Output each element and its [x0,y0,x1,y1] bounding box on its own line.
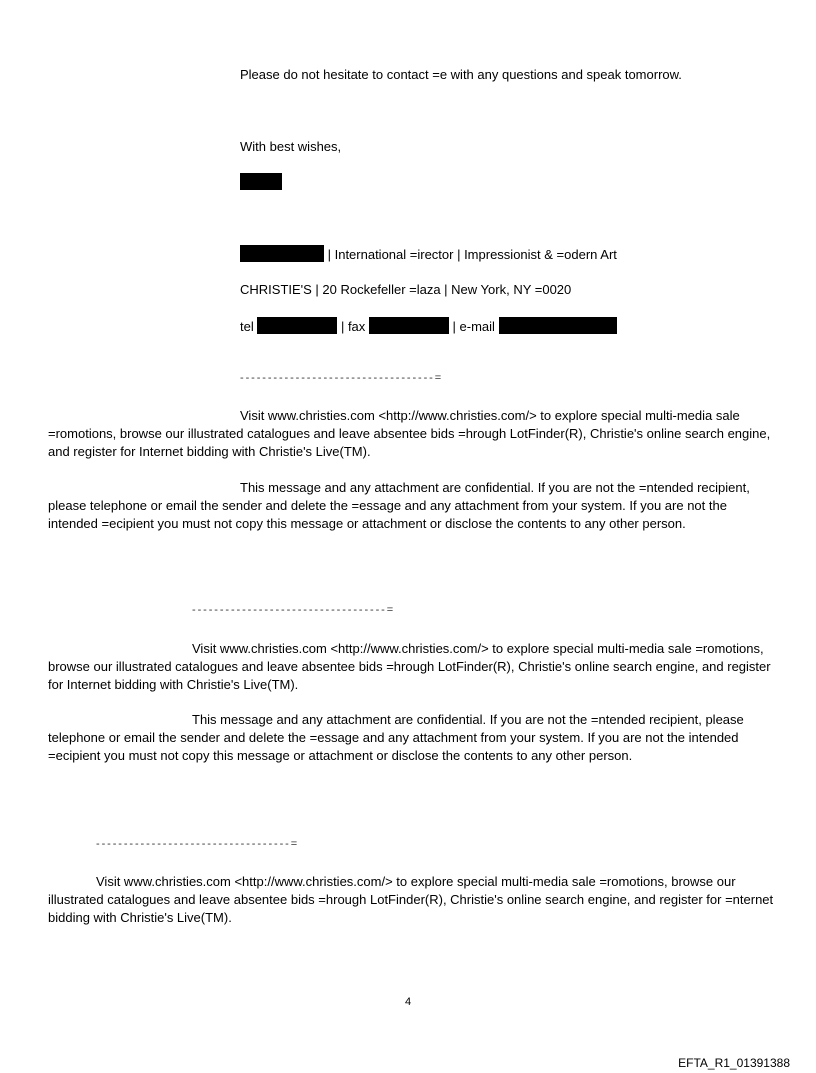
redacted-email [499,317,617,334]
promo-paragraph-2: Visit www.christies.com <http://www.christies.com/> to explore special multi-media sale =romotions, browse our illustrated catalogues and leave absentee bids =hrough LotFinder(R), Christie's online search engine, and register for Internet bidding with Christie's Live(TM). [48,641,771,692]
closing-request: Please do not hesitate to contact =e with any questions and speak tomorrow. [240,67,682,82]
redacted-signature-name [240,173,282,190]
separator-3: -----------------------------------= [96,838,300,850]
redacted-tel [257,317,337,334]
redacted-name [240,245,324,262]
signature-title-line [240,245,617,264]
promo-paragraph-3: Visit www.christies.com <http://www.christies.com/> to explore special multi-media sale =romotions, browse our illustrated catalogues and leave absentee bids =hrough LotFinder(R), Christie's online search engine, and register for =nternet bidding with Christie's Live(TM). [48,874,774,925]
signature-address-line: CHRISTIE'S | 20 Rockefeller =laza | New York, NY =0020 [240,282,572,297]
disclaimer-paragraph-2: This message and any attachment are confidential. If you are not the =ntended recipient, please telephone or email the sender and delete the =essage and any attachment from your system. If you are not the intended =ecipient you must not copy this message or attachment or disclose the contents to any other person. [48,712,744,763]
fax-label: | fax [337,319,369,334]
document-id: EFTA_R1_01391388 [678,1056,790,1070]
redacted-fax [369,317,449,334]
email-label: | e-mail [448,319,499,334]
promo-paragraph-1: Visit www.christies.com <http://www.christies.com/> to explore special multi-media sale =romotions, browse our illustrated catalogues and leave absentee bids =hrough LotFinder(R), Christie's online search engine, and register for Internet bidding with Christie's Live(TM). [48,408,771,459]
separator-1: -----------------------------------= [240,372,444,384]
tel-label: tel [240,319,258,334]
signature-contact-line [240,317,617,336]
page-number: 4 [404,996,412,1008]
signoff: With best wishes, [240,139,342,154]
title-text: | International =irector | Impressionist & =odern Art [324,247,617,262]
separator-2: -----------------------------------= [192,604,396,616]
disclaimer-paragraph-1: This message and any attachment are confidential. If you are not the =ntended recipient, please telephone or email the sender and delete the =essage and any attachment from your system. If you are not the intended =ecipient you must not copy this message or attachment or disclose the contents to any other person. [48,480,750,531]
